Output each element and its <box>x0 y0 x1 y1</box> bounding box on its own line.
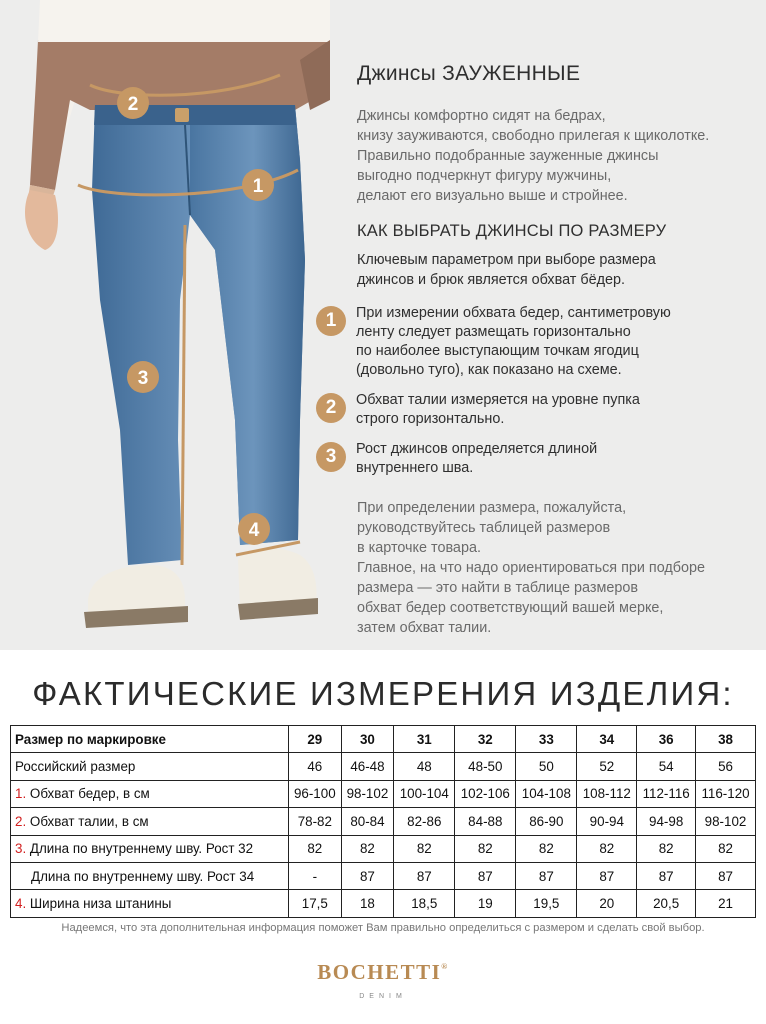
table-cell: 21 <box>696 890 756 917</box>
footer-note: Надеемся, что эта дополнительная информация поможет Вам правильно определиться с размером и сделать свой выбор. <box>61 922 705 934</box>
svg-text:1: 1 <box>252 176 264 197</box>
table-cell: 80-84 <box>341 808 394 835</box>
table-cell: 100-104 <box>394 780 455 807</box>
guide-step-2 <box>316 391 640 429</box>
header-size: 29 <box>289 726 342 753</box>
product-description: Джинсы комфортно сидят на бедрах, книзу зауживаются, свободно прилегая к щиколотке. Правильно подобранные зауженные джинсы выгодно подчеркнут фигуру мужчины, делают его визуально выше и стройнее. <box>357 108 710 204</box>
header-size: 32 <box>455 726 516 753</box>
sneakers <box>84 548 318 628</box>
table-cell: 102-106 <box>455 780 516 807</box>
header-size: 33 <box>516 726 577 753</box>
table-cell: 82 <box>455 835 516 862</box>
brand-logo: BOCHETTI® <box>317 960 449 984</box>
row-label-text: Обхват талии, в см <box>29 813 149 829</box>
row-number: 2. <box>15 813 27 829</box>
row-number: 3. <box>15 841 27 857</box>
table-cell: 82-86 <box>394 808 455 835</box>
table-cell: 54 <box>637 753 696 780</box>
table-cell: 90-94 <box>577 808 637 835</box>
table-cell: 50 <box>516 753 577 780</box>
header-size: 38 <box>696 726 756 753</box>
step-text: Обхват талии измеряется на уровне пупка строго горизонтально. <box>356 392 640 427</box>
step-text: При измерении обхвата бедер, сантиметровую ленту следует размещать горизонтально по наиболее выступающим точкам ягодиц (довольно туго), как показано на схеме. <box>356 305 671 378</box>
row-label-text: Длина по внутреннему шву. Рост 34 <box>31 868 255 884</box>
brand-subtitle: DENIM <box>359 993 407 1000</box>
measurements-title: ФАКТИЧЕСКИЕ ИЗМЕРЕНИЯ ИЗДЕЛИЯ: <box>32 675 734 712</box>
table-cell: 86-90 <box>516 808 577 835</box>
table-cell: 48 <box>394 753 455 780</box>
guide-step-3 <box>316 440 597 478</box>
table-cell: - <box>289 862 342 889</box>
table-cell: 87 <box>696 862 756 889</box>
header-size: 36 <box>637 726 696 753</box>
row-label <box>11 835 289 862</box>
table-cell: 82 <box>394 835 455 862</box>
table-cell: 56 <box>696 753 756 780</box>
table-cell: 48-50 <box>455 753 516 780</box>
step-badge: 1 <box>316 306 346 336</box>
table-cell: 78-82 <box>289 808 342 835</box>
table-cell: 116-120 <box>696 780 756 807</box>
step-badge: 3 <box>316 442 346 472</box>
guide-heading: КАК ВЫБРАТЬ ДЖИНСЫ ПО РАЗМЕРУ <box>357 222 667 240</box>
table-cell: 46 <box>289 753 342 780</box>
table-cell: 19 <box>455 890 516 917</box>
table-cell: 20,5 <box>637 890 696 917</box>
table-cell: 104-108 <box>516 780 577 807</box>
table-cell: 46-48 <box>341 753 394 780</box>
table-cell: 87 <box>394 862 455 889</box>
row-label-text: Обхват бедер, в см <box>29 786 150 802</box>
row-label <box>11 753 289 780</box>
table-cell: 87 <box>516 862 577 889</box>
svg-text:4: 4 <box>248 520 260 541</box>
table-cell: 18,5 <box>394 890 455 917</box>
table-row <box>11 753 756 780</box>
table-cell: 19,5 <box>516 890 577 917</box>
row-label <box>11 780 289 807</box>
guide-advice: При определении размера, пожалуйста, руководствуйтесь таблицей размеров в карточке товара. Главное, на что надо ориентироваться при подборе размера — это найти в таблице размеров обхват бедер соответствующий вашей мерке, затем обхват талии. <box>357 500 706 636</box>
table-cell: 87 <box>455 862 516 889</box>
table-cell: 82 <box>577 835 637 862</box>
row-label <box>11 862 289 889</box>
row-number: 1. <box>15 786 27 802</box>
table-header-row <box>11 726 756 753</box>
table-row <box>11 780 756 807</box>
table-cell: 18 <box>341 890 394 917</box>
table-cell: 84-88 <box>455 808 516 835</box>
table-cell: 82 <box>696 835 756 862</box>
table-cell: 82 <box>341 835 394 862</box>
row-label-text: Российский размер <box>15 759 136 775</box>
row-label <box>11 808 289 835</box>
header-size: 30 <box>341 726 394 753</box>
table-cell: 98-102 <box>341 780 394 807</box>
table-row <box>11 862 756 889</box>
size-table <box>10 725 756 918</box>
photo-marker-1 <box>242 169 274 201</box>
table-cell: 82 <box>289 835 342 862</box>
jeans <box>92 105 305 565</box>
table-row <box>11 808 756 835</box>
guide-step-1 <box>316 304 671 380</box>
table-row <box>11 835 756 862</box>
jeans-photo <box>0 0 340 650</box>
table-cell: 82 <box>637 835 696 862</box>
table-cell: 82 <box>516 835 577 862</box>
step-text: Рост джинсов определяется длиной внутреннего шва. <box>356 441 598 476</box>
table-row <box>11 890 756 917</box>
header-label: Размер по маркировке <box>11 726 289 753</box>
step-badge: 2 <box>316 393 346 423</box>
table-cell: 17,5 <box>289 890 342 917</box>
table-cell: 94-98 <box>637 808 696 835</box>
table-cell: 87 <box>341 862 394 889</box>
svg-text:3: 3 <box>137 368 149 389</box>
header-size: 31 <box>394 726 455 753</box>
photo-marker-3 <box>127 361 159 393</box>
product-title: Джинсы ЗАУЖЕННЫЕ <box>357 62 581 85</box>
table-cell: 112-116 <box>637 780 696 807</box>
svg-text:2: 2 <box>127 94 139 115</box>
table-cell: 52 <box>577 753 637 780</box>
row-number: 4. <box>15 896 27 912</box>
photo-marker-4 <box>238 513 270 545</box>
row-label <box>11 890 289 917</box>
row-label-text: Ширина низа штанины <box>29 896 172 912</box>
photo-marker-2 <box>117 87 149 119</box>
table-cell: 20 <box>577 890 637 917</box>
guide-key-text: Ключевым параметром при выборе размера джинсов и брюк является обхват бёдер. <box>357 252 656 288</box>
table-cell: 108-112 <box>577 780 637 807</box>
table-cell: 96-100 <box>289 780 342 807</box>
table-cell: 87 <box>577 862 637 889</box>
hand <box>25 190 58 250</box>
header-size: 34 <box>577 726 637 753</box>
table-cell: 98-102 <box>696 808 756 835</box>
row-label-text: Длина по внутреннему шву. Рост 32 <box>29 841 254 857</box>
table-cell: 87 <box>637 862 696 889</box>
